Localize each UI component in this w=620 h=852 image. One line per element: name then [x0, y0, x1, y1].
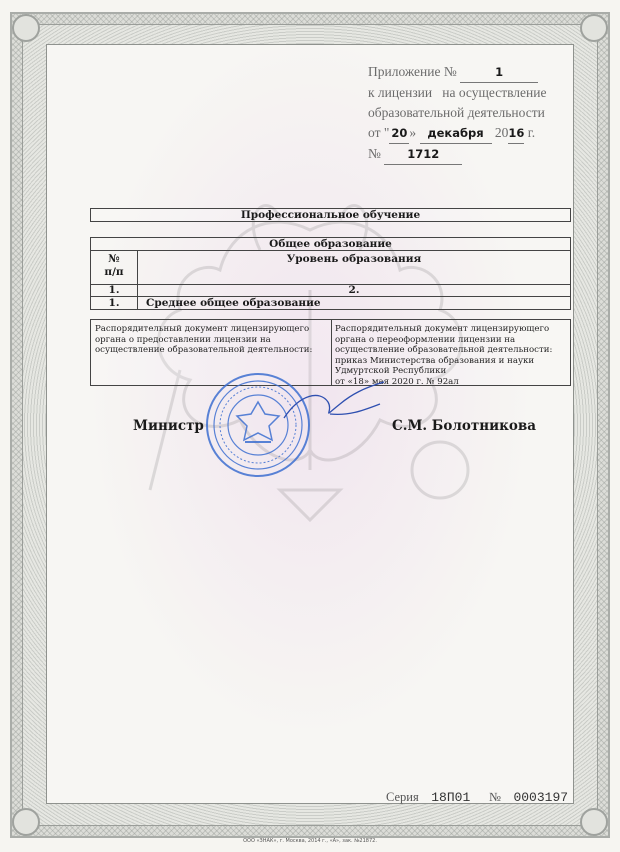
series-value: 18П01: [431, 790, 471, 805]
reissue-order-date: от «18» мая 2020 г. № 92ал: [335, 376, 459, 387]
license-number: 1712: [384, 144, 462, 165]
appendix-label: Приложение №: [368, 64, 457, 79]
table-title: Общее образование: [90, 237, 571, 251]
col-num-label: №: [108, 253, 120, 265]
reissue-order: приказ Министерства образования и науки Удмуртской Республики: [335, 355, 535, 376]
table-row-level: Среднее общее образование: [137, 296, 571, 310]
col-level-header: Уровень образования: [137, 250, 571, 285]
corner-ornament-icon: [12, 808, 40, 836]
table-row-num: 1.: [90, 296, 138, 310]
series-label: Серия: [386, 790, 419, 804]
reissue-document-heading: Распорядительный документ лицензирующего органа о переоформлении лицензии на осуществление образовательной деятельности:: [335, 324, 553, 355]
activity-label: образовательной деятельности: [368, 105, 545, 120]
col-num-sub-label: п/п: [104, 266, 124, 278]
corner-ornament-icon: [580, 808, 608, 836]
appendix-header: Приложение № 1 к лицензии на осуществление образовательной деятельности от " 20 » декабря 2016 г. № 1712: [368, 62, 568, 165]
corner-ornament-icon: [580, 14, 608, 42]
to-license-label: к лицензии: [368, 85, 433, 100]
serial-number-value: 0003197: [513, 790, 569, 805]
grant-document-text: Распорядительный документ лицензирующего органа о предоставлении лицензии на осуществление образовательной деятельности:: [95, 324, 313, 355]
year-suffix: 16: [508, 123, 524, 144]
number-label: №: [368, 146, 381, 161]
serial-number-label: №: [489, 790, 501, 804]
date-from-label: от: [368, 125, 381, 140]
printer-imprint: ООО «ЗНАК», г. Москва, 2014 г., «А», зак. №21872.: [243, 838, 377, 844]
col-index-1: 1.: [90, 284, 138, 297]
col-num-header: [90, 250, 138, 285]
handwritten-signature-icon: [280, 374, 390, 434]
signatory-name: С.М. Болотникова: [392, 418, 536, 434]
col-index-2: 2.: [137, 284, 571, 297]
form-serial: [386, 790, 568, 805]
signatory-position: Министр: [133, 418, 204, 434]
appendix-number: 1: [460, 62, 538, 83]
year-unit: г.: [527, 125, 536, 140]
section-title: Профессиональное обучение: [90, 208, 571, 222]
to-license-label-2: на осуществление: [442, 85, 547, 100]
year-prefix: 20: [494, 125, 509, 140]
corner-ornament-icon: [12, 14, 40, 42]
date-month: декабря: [420, 123, 492, 144]
date-day: 20: [389, 123, 409, 144]
